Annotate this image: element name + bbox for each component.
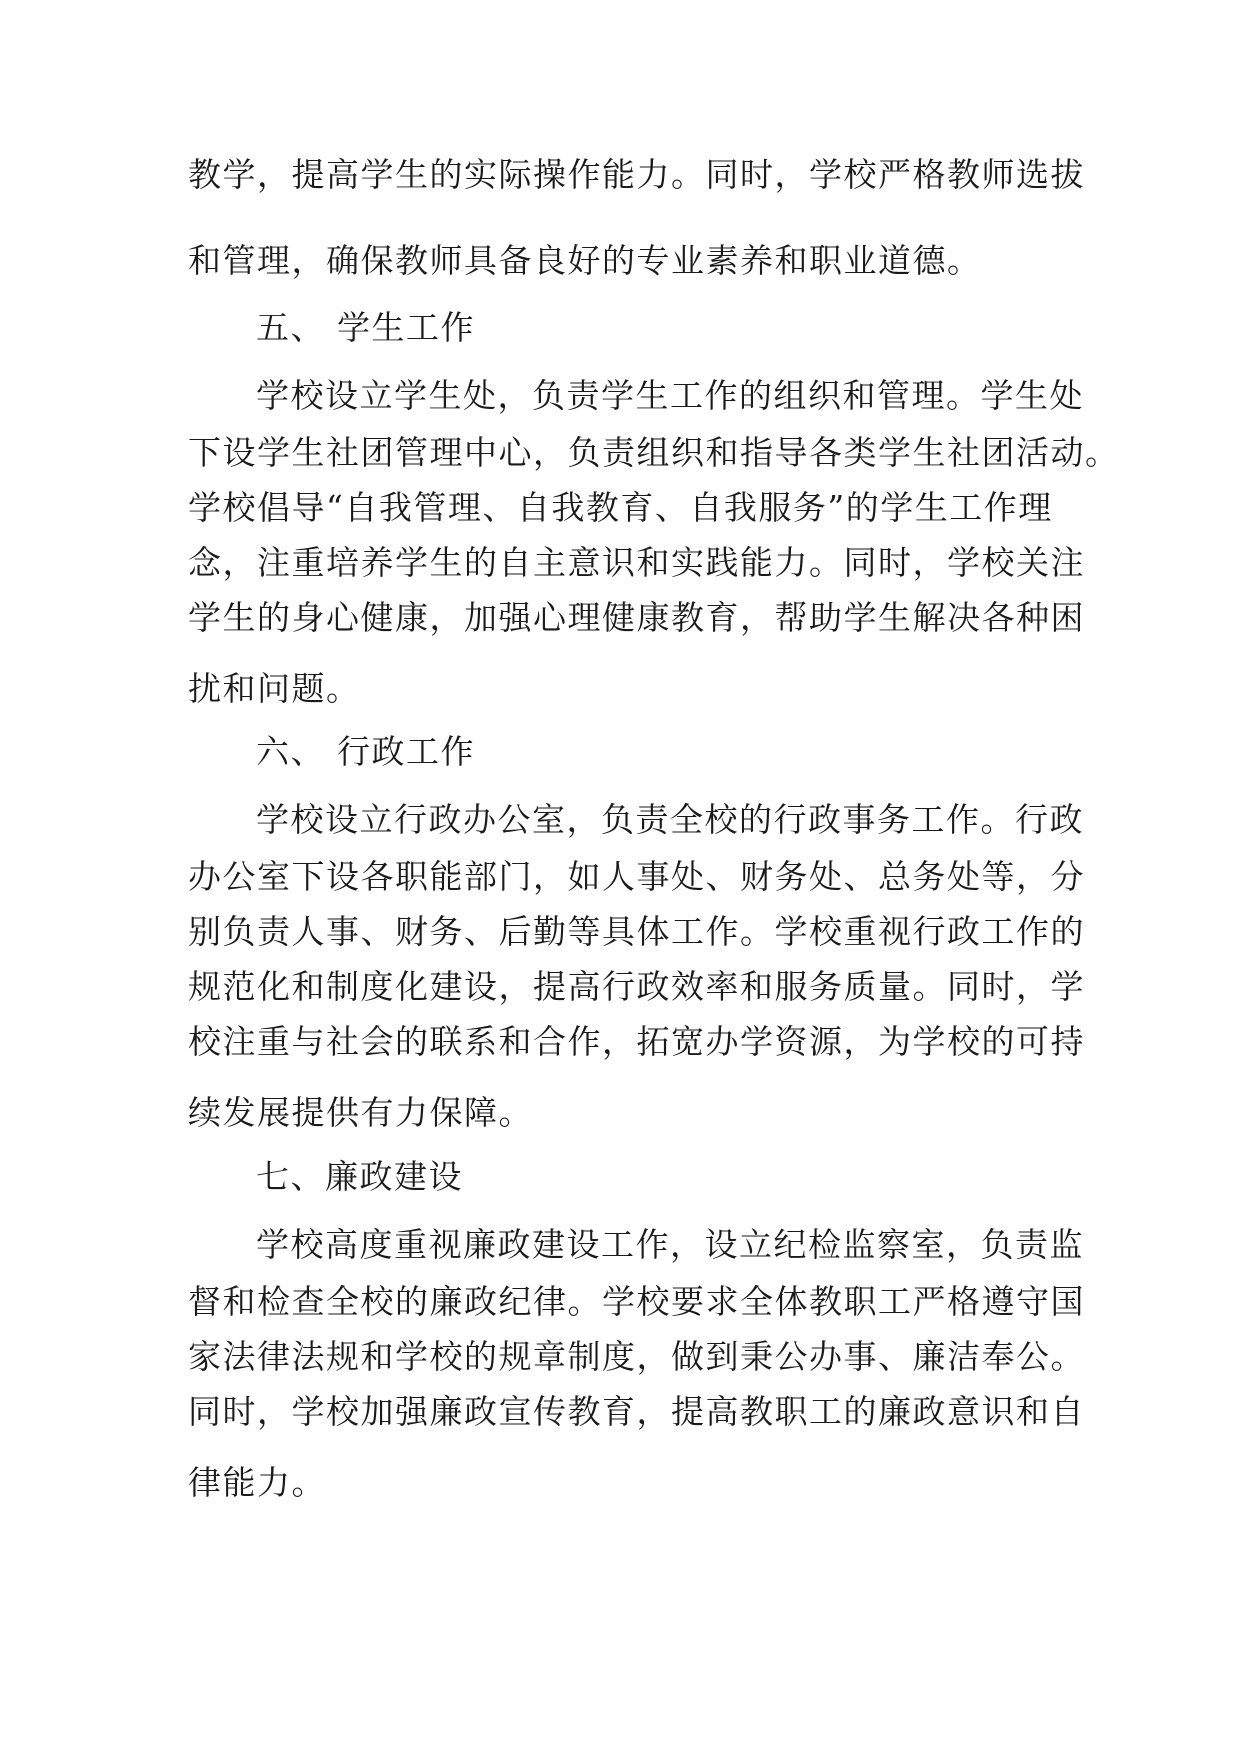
text-line: 续发展提供有力保障。: [188, 1093, 533, 1132]
text-line: 校注重与社会的联系和合作，拓宽办学资源，为学校的可持: [188, 1022, 1085, 1061]
text-line: 学校设立行政办公室，负责全校的行政事务工作。行政: [256, 800, 1084, 839]
text-line: 办公室下设各职能部门，如人事处、财务处、总务处等，分: [188, 857, 1085, 896]
text-line: 律能力。: [188, 1463, 326, 1502]
text-line: 同时，学校加强廉政宣传教育，提高教职工的廉政意识和自: [188, 1392, 1085, 1431]
text-line: 家法律法规和学校的规章制度，做到秉公办事、廉洁奉公。: [188, 1337, 1085, 1376]
text-line: 和管理，确保教师具备良好的专业素养和职业道德。: [188, 241, 982, 280]
section-heading-admin-work: 六、 行政工作: [256, 732, 475, 771]
text-line: 扰和问题。: [188, 669, 361, 708]
text-line: 督和检查全校的廉政纪律。学校要求全体教职工严格遵守国: [188, 1282, 1085, 1321]
text-line: 下设学生社团管理中心，负责组织和指导各类学生社团活动。: [188, 433, 1120, 472]
section-heading-integrity: 七、廉政建设: [256, 1157, 463, 1196]
section-heading-student-work: 五、 学生工作: [256, 308, 475, 347]
text-line: 教学，提高学生的实际操作能力。同时，学校严格教师选拔: [188, 155, 1085, 194]
text-line: 学校高度重视廉政建设工作，设立纪检监察室，负责监: [256, 1225, 1084, 1264]
text-line: 念，注重培养学生的自主意识和实践能力。同时，学校关注: [188, 543, 1085, 582]
text-line: 学校倡导“自我管理、自我教育、自我服务”的学生工作理: [188, 488, 1053, 527]
text-line: 学生的身心健康，加强心理健康教育，帮助学生解决各种困: [188, 598, 1085, 637]
text-line: 规范化和制度化建设，提高行政效率和服务质量。同时，学: [188, 967, 1085, 1006]
text-line: 别负责人事、财务、后勤等具体工作。学校重视行政工作的: [188, 912, 1085, 951]
text-line: 学校设立学生处，负责学生工作的组织和管理。学生处: [256, 376, 1084, 415]
